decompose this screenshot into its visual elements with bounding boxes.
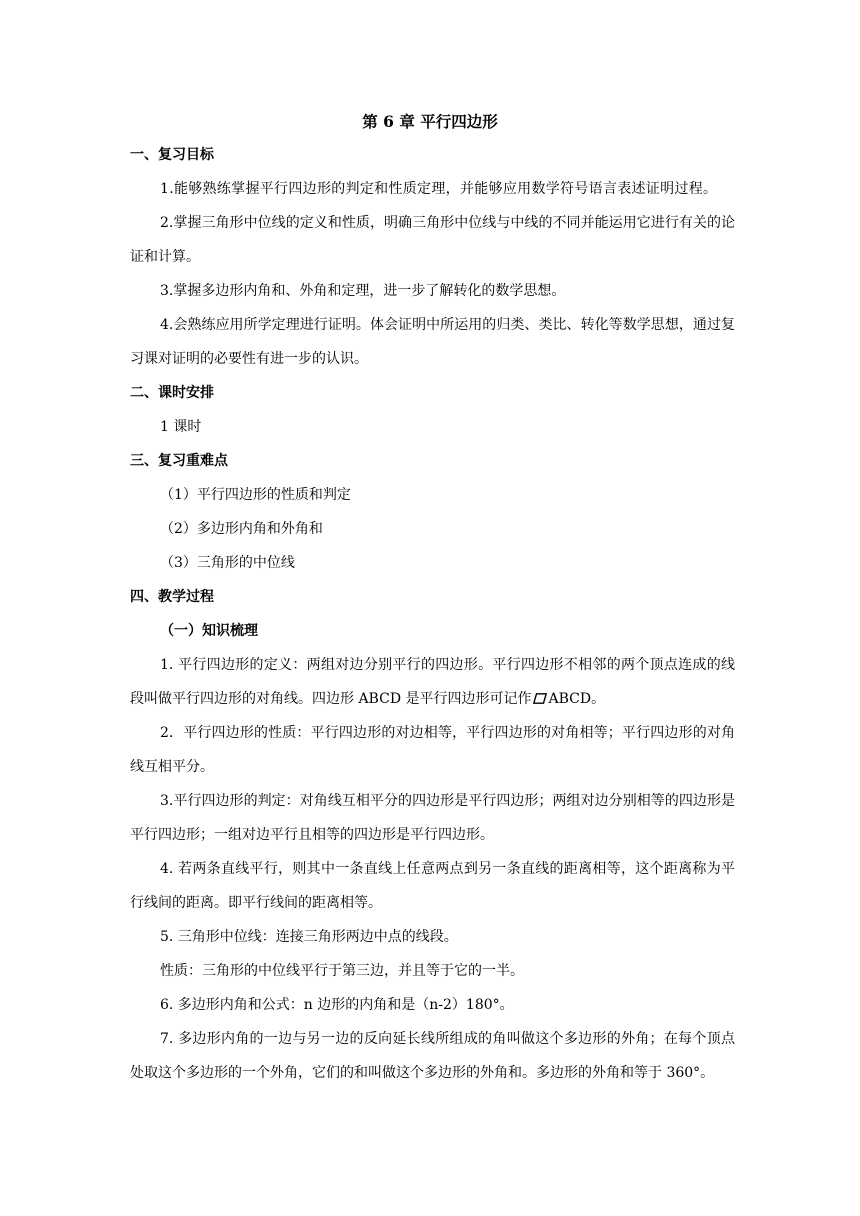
section-heading-schedule: 二、课时安排 bbox=[130, 385, 214, 401]
key-point-1: （1）平行四边形的性质和判定 bbox=[160, 487, 351, 503]
key-point-2: （2）多边形内角和外角和 bbox=[160, 521, 323, 537]
knowledge-item-3: 3.平行四边形的判定：对角线互相平分的四边形是平行四边形；两组对边分别相等的四边形是平行四边形；一组对边平行且相等的四边形是平行四边形。 bbox=[130, 793, 735, 843]
parallelogram-icon bbox=[533, 693, 547, 704]
knowledge-item-5: 5. 三角形中位线：连接三角形两边中点的线段。 bbox=[160, 929, 458, 945]
goal-item-1: 1.能够熟练掌握平行四边形的判定和性质定理，并能够应用数学符号语言表述证明过程。 bbox=[160, 181, 718, 197]
knowledge-item-1-end: ABCD。 bbox=[548, 691, 606, 707]
knowledge-item-7: 7. 多边形内角的一边与另一边的反向延长线所组成的角叫做这个多边形的外角；在每个顶点处取这个多边形的一个外角，它们的和叫做这个多边形的外角和。多边形的外角和等于 360°。 bbox=[130, 1031, 735, 1081]
section-heading-key-points: 三、复习重难点 bbox=[130, 453, 228, 469]
section-heading-process: 四、教学过程 bbox=[130, 589, 214, 605]
knowledge-item-2: 2．平行四边形的性质：平行四边形的对边相等，平行四边形的对角相等；平行四边形的对角线互相平分。 bbox=[130, 725, 735, 775]
key-point-3: （3）三角形的中位线 bbox=[160, 555, 295, 571]
goal-item-4: 4.会熟练应用所学定理进行证明。体会证明中所运用的归类、类比、转化等数学思想，通过复习课对证明的必要性有进一步的认识。 bbox=[130, 317, 735, 367]
knowledge-item-1 bbox=[130, 648, 735, 716]
schedule-text: 1 课时 bbox=[160, 419, 202, 435]
section-heading-goals: 一、复习目标 bbox=[130, 147, 214, 163]
goal-item-3: 3.掌握多边形内角和、外角和定理，进一步了解转化的数学思想。 bbox=[160, 283, 566, 299]
knowledge-item-4: 4. 若两条直线平行，则其中一条直线上任意两点到另一条直线的距离相等，这个距离称为平行线间的距离。即平行线间的距离相等。 bbox=[130, 861, 735, 911]
knowledge-item-5-property: 性质：三角形的中位线平行于第三边，并且等于它的一半。 bbox=[160, 963, 524, 979]
chapter-title: 第 6 章 平行四边形 bbox=[362, 112, 498, 131]
goal-item-2: 2.掌握三角形中位线的定义和性质，明确三角形中位线与中线的不同并能运用它进行有关的论证和计算。 bbox=[130, 215, 735, 265]
knowledge-item-1-text: 1. 平行四边形的定义：两组对边分别平行的四边形。平行四边形不相邻的两个顶点连成的线段叫做平行四边形的对角线。四边形 ABCD 是平行四边形可记作 bbox=[130, 657, 735, 707]
subsection-heading-knowledge: （一）知识梳理 bbox=[160, 623, 258, 639]
knowledge-item-6: 6. 多边形内角和公式：n 边形的内角和是（n-2）180°。 bbox=[160, 997, 514, 1013]
